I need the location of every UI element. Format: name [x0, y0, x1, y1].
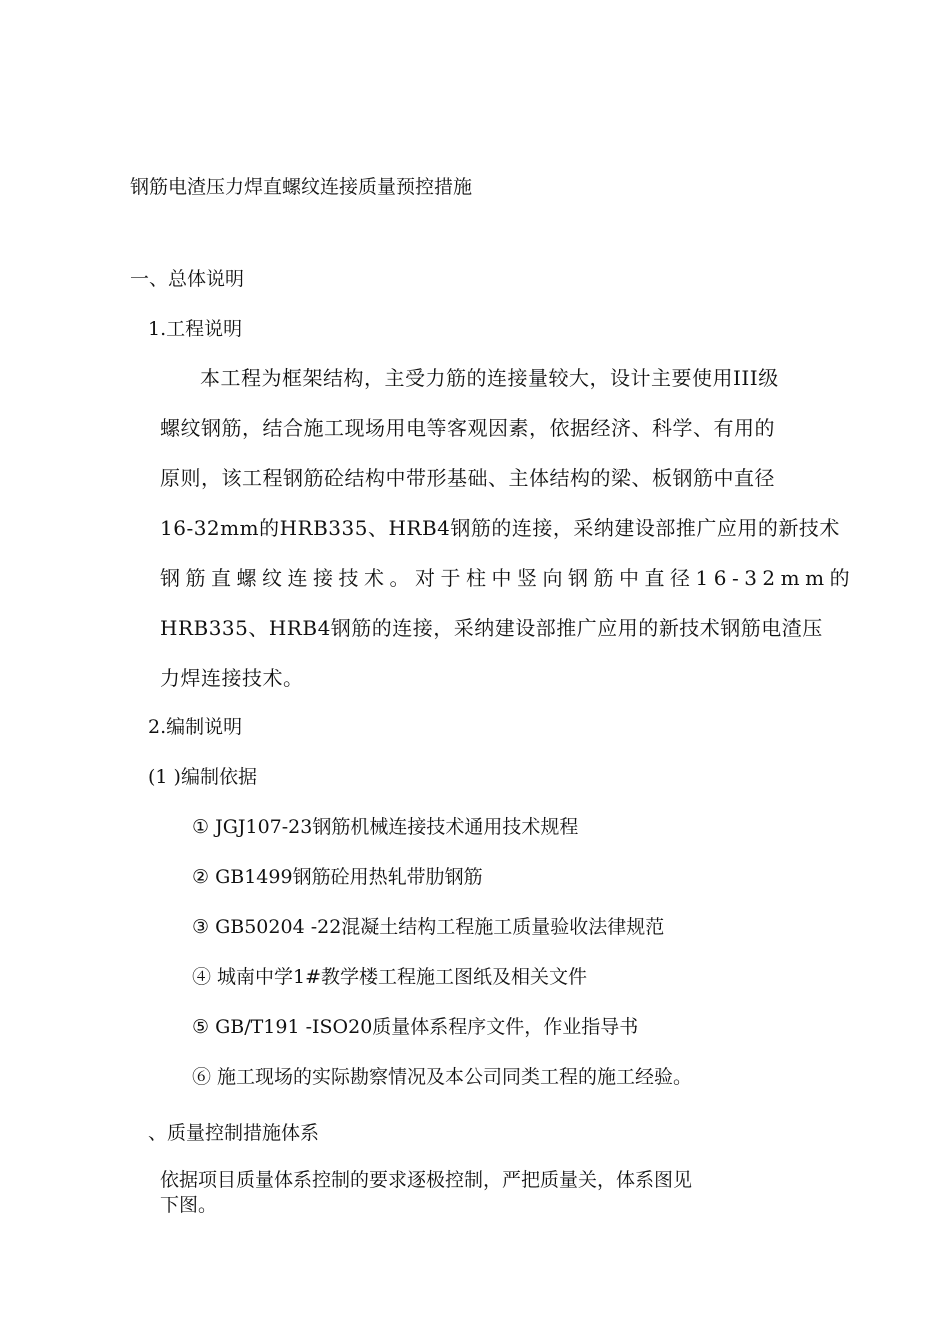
- paragraph-line: 钢筋直螺纹连接技术。对于柱中竖向钢筋中直径16-32mm的: [160, 566, 856, 590]
- reference-item: ① JGJ107-23钢筋机械连接技术通用技术规程: [192, 816, 579, 838]
- paragraph-line: 螺纹钢筋，结合施工现场用电等客观因素，依据经济、科学、有用的: [160, 416, 775, 440]
- subsection-heading-compilation: 2.编制说明: [148, 716, 243, 738]
- paragraph-line: 下图。: [160, 1194, 218, 1216]
- reference-item: ② GB1499钢筋砼用热轧带肋钢筋: [192, 866, 483, 888]
- paragraph-line: 本工程为框架结构，主受力筋的连接量较大，设计主要使用III级: [200, 366, 779, 390]
- document-title: 钢筋电渣压力焊直螺纹连接质量预控措施: [130, 176, 473, 198]
- section-heading-overview: 一、总体说明: [130, 268, 245, 290]
- section-heading-quality: 、质量控制措施体系: [148, 1122, 320, 1144]
- paragraph-line: 依据项目质量体系控制的要求逐极控制，严把质量关，体系图见: [160, 1169, 693, 1191]
- reference-item: ④ 城南中学1#教学楼工程施工图纸及相关文件: [192, 966, 588, 988]
- basis-heading: (1 )编制依据: [148, 766, 257, 788]
- paragraph-line: 原则，该工程钢筋砼结构中带形基础、主体结构的梁、板钢筋中直径: [160, 466, 775, 490]
- paragraph-line: 力焊连接技术。: [160, 666, 304, 690]
- reference-item: ⑥ 施工现场的实际勘察情况及本公司同类工程的施工经验。: [192, 1066, 693, 1088]
- subsection-heading-project: 1.工程说明: [148, 318, 243, 340]
- paragraph-line: 16-32mm的HRB335、HRB4钢筋的连接，采纳建设部推广应用的新技术: [160, 516, 840, 540]
- reference-item: ⑤ GB/T191 -ISO20质量体系程序文件，作业指导书: [192, 1016, 639, 1038]
- reference-item: ③ GB50204 -22混凝土结构工程施工质量验收法律规范: [192, 916, 665, 938]
- paragraph-line: HRB335、HRB4钢筋的连接，采纳建设部推广应用的新技术钢筋电渣压: [160, 616, 823, 640]
